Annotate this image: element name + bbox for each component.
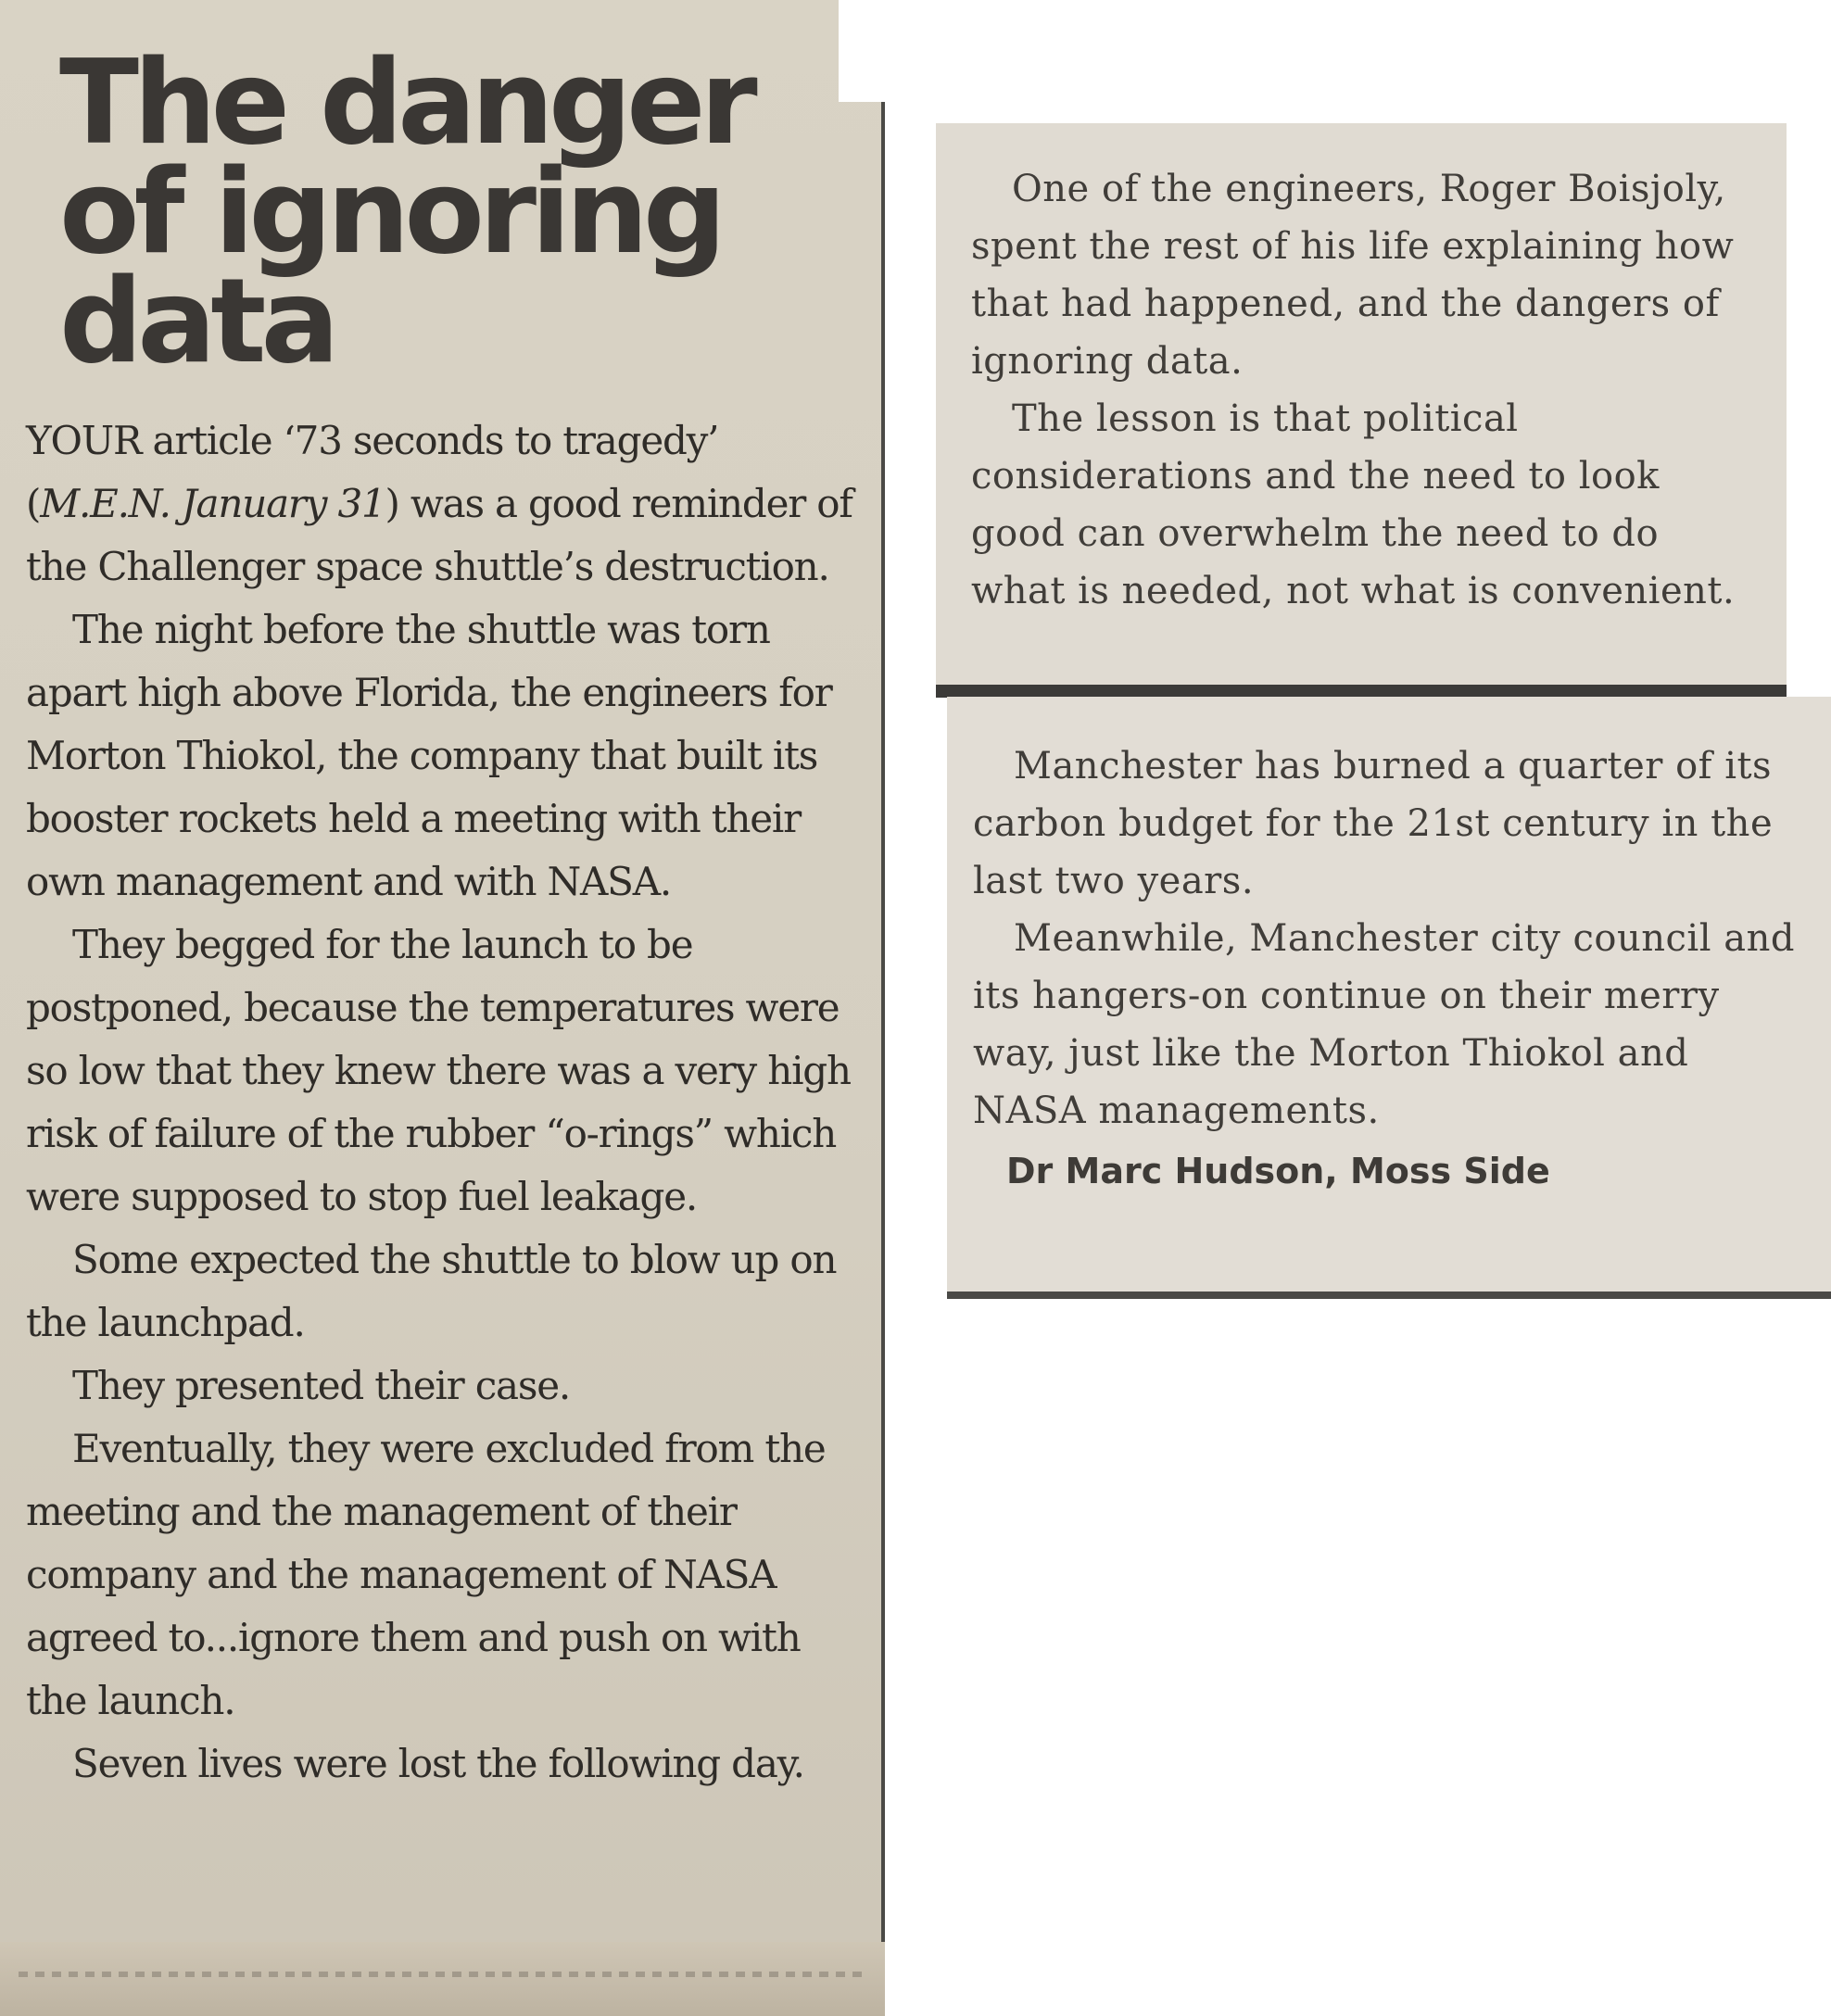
clipping-notch bbox=[839, 0, 885, 102]
paragraph-7: Seven lives were lost the following day. bbox=[72, 1741, 804, 1786]
letter-clipping-main bbox=[0, 0, 885, 2016]
publication-reference: M.E.N. January 31 bbox=[40, 481, 385, 526]
clipping-edge-shadow bbox=[947, 1292, 1831, 1299]
clipping-edge-shadow bbox=[881, 102, 885, 2016]
clipping-edge-shadow bbox=[936, 685, 1787, 698]
paragraph-1-start: YOUR article ‘73 seconds to tragedy’ ( bbox=[26, 418, 719, 526]
faint-print-row bbox=[19, 1972, 866, 1977]
paragraph-5: They presented their case. bbox=[72, 1363, 571, 1408]
letter-body-right-bottom bbox=[973, 737, 1803, 1140]
letter-signature: Dr Marc Hudson, Moss Side bbox=[1006, 1151, 1550, 1191]
paragraph-8: One of the engineers, Roger Boisjoly, spent the rest of his life explaining how that had happened, and the dangers of ignoring data. bbox=[971, 168, 1735, 383]
letter-clipping-continuation bbox=[936, 123, 1787, 688]
letter-headline: The danger of ignoring data bbox=[59, 34, 752, 389]
paragraph-6: Eventually, they were excluded from the meeting and the management of their company and the management of NASA agreed to...ignore them and push on with the launch. bbox=[26, 1426, 826, 1723]
letter-clipping-ending bbox=[947, 697, 1831, 1299]
letter-body-left bbox=[26, 410, 863, 1796]
paragraph-11: Meanwhile, Manchester city council and its hangers-on continue on their merry way, just like the Morton Thiokol and NASA managements. bbox=[973, 917, 1795, 1132]
letter-body-right-top bbox=[971, 160, 1759, 620]
clipping-torn-bottom bbox=[0, 1942, 885, 2016]
paragraph-4: Some expected the shuttle to blow up on the launchpad. bbox=[26, 1237, 837, 1345]
paragraph-1-end: ) was a good reminder of the Challenger space shuttle’s destruction. bbox=[26, 481, 852, 589]
paragraph-2: The night before the shuttle was torn apart high above Florida, the engineers for Morton Thiokol, the company that built its booster rockets held a meeting with their own management and with NASA. bbox=[26, 607, 832, 904]
paragraph-1 bbox=[26, 410, 863, 598]
paragraph-3: They begged for the launch to be postponed, because the temperatures were so low that they knew there was a very high risk of failure of the rubber “o-rings” which were supposed to stop fuel leakage. bbox=[26, 922, 851, 1219]
paragraph-9: The lesson is that political considerations and the need to look good can overwhelm the need to do what is needed, not what is convenient. bbox=[971, 397, 1736, 612]
paragraph-10: Manchester has burned a quarter of its carbon budget for the 21st century in the last two years. bbox=[973, 745, 1774, 902]
